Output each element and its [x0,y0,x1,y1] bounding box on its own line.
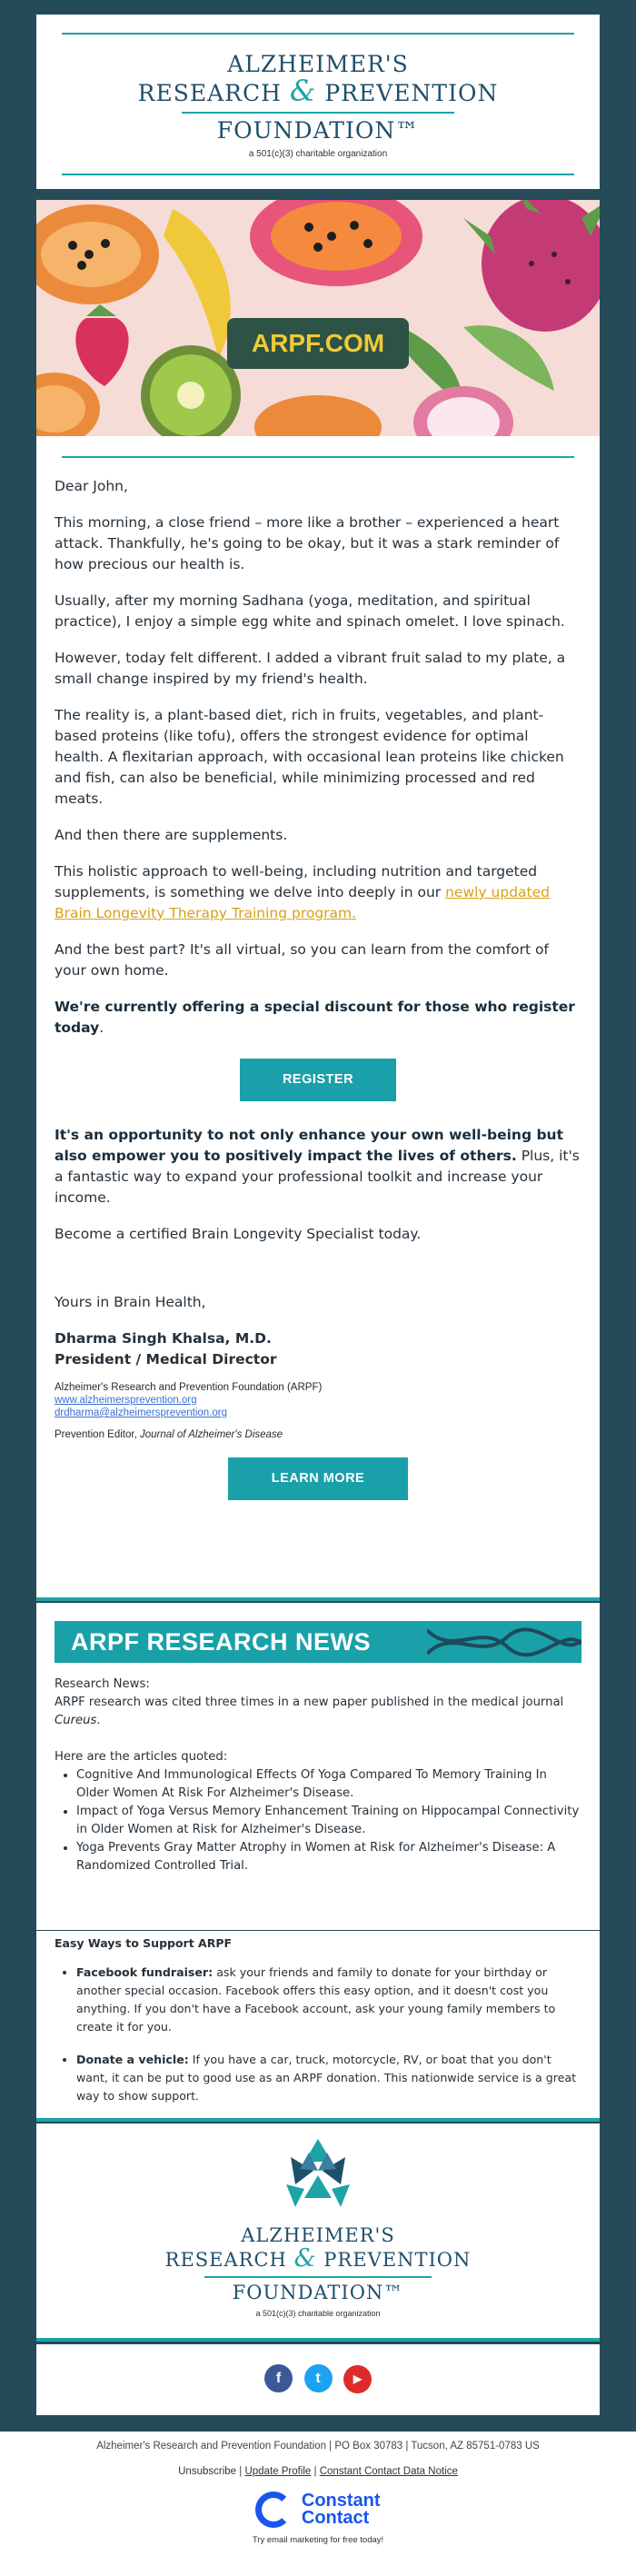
support-item-label: Donate a vehicle: [76,2053,189,2066]
support-content [36,1931,600,2105]
logo-line-3: FOUNDATION™ [216,117,420,144]
data-notice-link[interactable]: Constant Contact Data Notice [319,2466,458,2477]
footer-separator: | [313,2466,317,2477]
footer-logo-subtitle: a 501(c)(3) charitable organization [255,2309,381,2318]
dna-icon [427,1621,581,1663]
footer-logo-line-3: FOUNDATION™ [232,2282,404,2303]
logo-line-2 [36,74,600,108]
paragraph-4: The reality is, a plant-based diet, rich in fruits, vegetables, and plant-based proteins (like tofu), offers the strongest evidence for optimal health. A flexitarian approach, with occasional lean proteins like chicken and fish, can also be beneficial, while minimizing processed and red meats. [55,707,564,807]
logo-prevention: PREVENTION [324,80,499,106]
constant-contact-logo[interactable] [0,2491,636,2531]
article-item: • Yoga Prevents Gray Matter Atrophy in Women at Risk for Alzheimer's Disease: A Randomized Controlled Trial. [76,1839,581,1875]
header-logo[interactable] [36,51,600,159]
editor-journal: Journal of Alzheimer's Disease [139,1429,283,1440]
support-heading: Easy Ways to Support ARPF [55,1936,233,1950]
footer-logo[interactable] [36,2123,600,2318]
footer [0,2432,636,2576]
facebook-icon[interactable]: f [264,2364,293,2392]
articles-list [76,1766,581,1875]
training-program-link[interactable]: newly updated Brain Longevity Therapy Training program. [55,884,550,921]
cc-tagline[interactable]: Try email marketing for free today! [252,2535,384,2545]
hero-badge: ARPF.COM [251,329,385,357]
twitter-icon[interactable]: t [304,2364,333,2392]
support-item-label: Facebook fundraiser: [76,1965,214,1979]
footer-logo-research: RESEARCH [164,2249,287,2271]
news-intro-text: ARPF research was cited three times in a new paper published in the medical journal [55,1696,564,1709]
update-profile-link[interactable]: Update Profile [244,2466,312,2477]
paragraph-5: And then there are supplements. [55,827,288,843]
support-item-facebook [76,1964,581,2036]
paragraph-10: Become a certified Brain Longevity Specialist today. [55,1226,422,1242]
footer-separator: | [239,2466,243,2477]
support-item-vehicle [76,2051,581,2105]
footer-links [0,2466,636,2477]
quoted-label: Here are the articles quoted: [55,1750,228,1764]
greeting: Dear John, [55,478,128,494]
paragraph-7: And the best part? It's all virtual, so you can learn from the comfort of your own home. [55,941,549,979]
discount-text: We're currently offering a special discount for those who register today [55,999,575,1036]
logo-line-1: ALZHEIMER'S [227,51,409,77]
footer-logo-line-1: ALZHEIMER'S [241,2224,395,2246]
signature-title: President / Medical Director [55,1351,277,1368]
news-intro-end: . [96,1714,101,1727]
signature-name: Dharma Singh Khalsa, M.D. [55,1330,272,1347]
brain-logo-icon [277,2134,359,2214]
opportunity-rest: Plus, it's a fantastic way to expand your professional toolkit and increase your income. [55,1148,580,1206]
discount-period: . [99,1019,104,1036]
footer-logo-ampersand: & [293,2244,317,2273]
news-banner [55,1621,581,1663]
paragraph-6 [55,861,581,924]
news-banner-title: ARPF RESEARCH NEWS [71,1628,372,1656]
social-card [36,2344,600,2415]
news-card [36,1603,600,1930]
cc-line-2: Contact [301,2508,370,2528]
news-journal: Cureus [55,1714,97,1727]
constant-contact-icon [255,2491,292,2528]
logo-ampersand: & [289,74,317,108]
unsubscribe-link[interactable]: Unsubscribe [178,2466,237,2477]
letter-body [36,458,600,1500]
footer-logo-line-2 [36,2244,600,2273]
youtube-icon[interactable]: ▶ [343,2365,372,2393]
cc-line-1: Constant [301,2491,381,2511]
header-card [36,15,600,189]
footer-logo-rule [204,2276,432,2278]
support-card [36,1931,600,2122]
letter-card [36,436,600,1601]
footer-address: Alzheimer's Research and Prevention Foundation | PO Box 30783 | Tucson, AZ 85751-0783 US [96,2441,540,2452]
support-list [76,1964,581,2105]
support-bottom-bar [36,2118,600,2122]
footer-logo-bottom-bar [36,2338,600,2342]
org-name: Alzheimer's Research and Prevention Foundation (ARPF) [55,1382,323,1393]
logo-subtitle: a 501(c)(3) charitable organization [248,149,388,159]
editor-line [55,1428,581,1441]
news-heading: Research News: [55,1677,150,1691]
support-item-text: If you have a car, truck, motorcycle, RV, or boat that you don't want, it can be put to good use as an ARPF donation. This nationwide service is a great way to show support. [76,2053,577,2103]
article-item: • Impact of Yoga Versus Memory Enhancement Training on Hippocampal Connectivity in Older Women at Risk for Alzheimer's Disease. [76,1803,581,1839]
social-icons [36,2344,600,2393]
paragraph-9 [55,1125,581,1208]
register-button[interactable]: REGISTER [240,1059,396,1101]
news-intro [55,1694,581,1730]
signoff: Yours in Brain Health, [55,1294,206,1310]
support-item-text: ask your friends and family to donate for your birthday or another special occasion. Facebook offers this easy option, and it doesn't cost you anything. If you don't have a Facebook account, ask your young family members to create it for you. [76,1965,556,2034]
email-link[interactable]: drdharma@alzheimersprevention.org [55,1407,228,1418]
constant-contact-wordmark [302,2492,381,2527]
learn-more-button[interactable]: LEARN MORE [228,1457,408,1500]
paragraph-6-text: This holistic approach to well-being, including nutrition and targeted supplements, is something we delve into deeply in our [55,863,538,900]
letter-bottom-bar [36,1597,600,1601]
header-rule-bottom [62,174,574,175]
website-link[interactable]: www.alzheimersprevention.org [55,1395,197,1406]
footer-logo-card [36,2123,600,2342]
logo-research: RESEARCH [137,80,282,106]
paragraph-8 [55,997,581,1039]
logo-rule [182,112,454,114]
paragraph-2: Usually, after my morning Sadhana (yoga, meditation, and spiritual practice), I enjoy a simple egg white and spinach omelet. I love spinach. [55,592,565,630]
footer-logo-prevention: PREVENTION [323,2249,472,2271]
article-item: • Cognitive And Immunological Effects Of Yoga Compared To Memory Training In Older Women At Risk For Alzheimer's Disease. [76,1766,581,1803]
hero-image[interactable] [36,200,600,436]
paragraph-3: However, today felt different. I added a vibrant fruit salad to my plate, a small change inspired by my friend's health. [55,650,566,687]
paragraph-1: This morning, a close friend – more like a brother – experienced a heart attack. Thankfully, he's going to be okay, but it was a stark reminder of how precious our health is. [55,514,560,572]
header-rule-top [62,33,574,35]
editor-role: Prevention Editor, [55,1429,140,1440]
opportunity-text: It's an opportunity to not only enhance your own well-being but also empower you to positively impact the lives of others. [55,1127,563,1164]
news-content [36,1663,600,1875]
